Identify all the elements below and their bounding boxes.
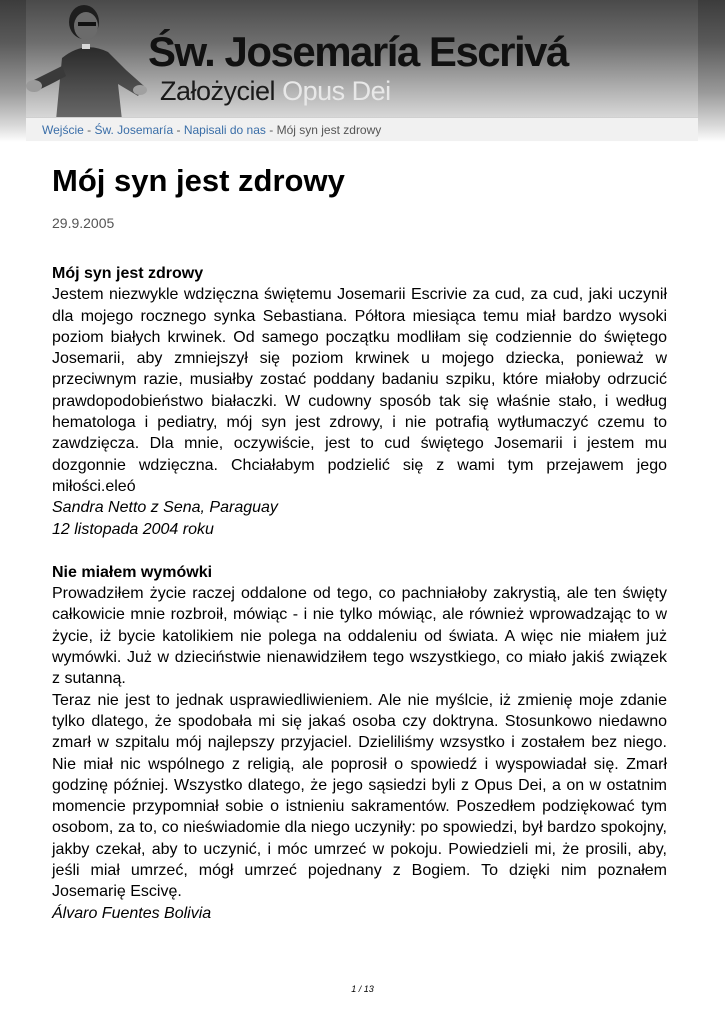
breadcrumb-current: Mój syn jest zdrowy bbox=[276, 123, 382, 137]
site-subtitle-light: Opus Dei bbox=[282, 76, 391, 106]
breadcrumb-separator: - bbox=[173, 123, 184, 137]
page-title: Mój syn jest zdrowy bbox=[52, 163, 345, 198]
story bbox=[52, 562, 667, 924]
article bbox=[52, 160, 667, 924]
breadcrumb bbox=[26, 117, 698, 141]
story bbox=[52, 263, 667, 540]
story-date: 12 listopada 2004 roku bbox=[52, 520, 214, 538]
site-title: Św. Josemaría Escrivá bbox=[148, 28, 568, 75]
breadcrumb-link-home[interactable]: Wejście bbox=[42, 123, 84, 137]
breadcrumb-link-letters[interactable]: Napisali do nas bbox=[183, 123, 266, 137]
article-date: 29.9.2005 bbox=[52, 215, 115, 231]
story-title: Mój syn jest zdrowy bbox=[52, 265, 204, 282]
story-author: Sandra Netto z Sena, Paraguay bbox=[52, 499, 278, 517]
breadcrumb-link-josemaria[interactable]: Św. Josemaría bbox=[94, 123, 174, 137]
page-indicator: 1 / 13 bbox=[351, 984, 374, 994]
story-paragraph: Prowadziłem życie raczej oddalone od tego, co pachniałoby zakrystią, ale ten święty całkowicie mnie rozbroił, mówiąc - i nie tylko mówiąc, ale również wprowadzając to w życie, iż bycie katolikiem nie polega na oddaleniu od świata. A więc nie miałem już wymówki. Już w dzieciństwie nienawidziłem tego wszystkiego, co miało jakiś związek z sutanną. bbox=[52, 585, 667, 688]
story-title: Nie miałem wymówki bbox=[52, 563, 213, 581]
site-subtitle bbox=[160, 76, 391, 107]
breadcrumb-separator: - bbox=[265, 123, 277, 137]
portrait-image bbox=[26, 0, 156, 120]
site-subtitle-dark: Założyciel bbox=[160, 76, 276, 106]
story-paragraph: Teraz nie jest to jednak usprawiedliwieniem. Ale nie myślcie, iż zmienię moje zdanie tylko dlatego, że spodobała mi się jakaś osoba czy doktryna. Stosunkowo niedawno zmarł w szpitalu mój najlepszy przyjaciel. Dzieliliśmy wzsystko i zostałem bez niego. Nie miał nic wspólnego z religią, ale poprosił o spowiedź i wyspowiadał się. Zmarł godzinę później. Wszystko dlatego, że jego sąsiedzi byli z Opus Dei, a on w ostatnim momencie przypomniał sobie o istnieniu sakramentów. Poszedłem podziękować tym osobom, za to, co nieświadomie dla niego uczyniły: po spowiedzi, był bardzo spokojny, jakby czekał, aby to uczynić, i móc umrzeć w pokoju. Powiedzieli mi, że prosili, aby, jeśli miał umrzeć, mógł umrzeć pojednany z Bogiem. To dzięki nim poznałem Josemarię Escivę. bbox=[52, 691, 667, 901]
story-author: Álvaro Fuentes Bolivia bbox=[52, 904, 212, 922]
breadcrumb-separator: - bbox=[83, 123, 95, 137]
story-paragraph: Jestem niezwykle wdzięczna świętemu Josemarii Escrivie za cud, za cud, jaki uczynił dla mojego rocznego synka Sebastiana. Półtora miesiąca temu miał bardzo wysoki poziom białych krwinek. Od samego początku modliłam się codziennie do świętego Josemarii, aby zmniejszył się poziom krwinek u mojego dziecka, ponieważ w przeciwnym razie, musiałby zostać poddany badaniu szpiku, które miałoby odrzucić prawdopodobieństwo białaczki. W cudowny sposób tak się właśnie stało, i według hematologa i pediatry, mój syn jest zdrowy, i nie potrafią wytłumaczyć czemu to zawdzięcza. Dla mnie, oczywiście, jest to cud świętego Josemarii i jestem mu dozgonnie wdzięczna. Chciałabym podzielić się z wami tym przejawem jego miłości.eleó bbox=[52, 286, 667, 495]
